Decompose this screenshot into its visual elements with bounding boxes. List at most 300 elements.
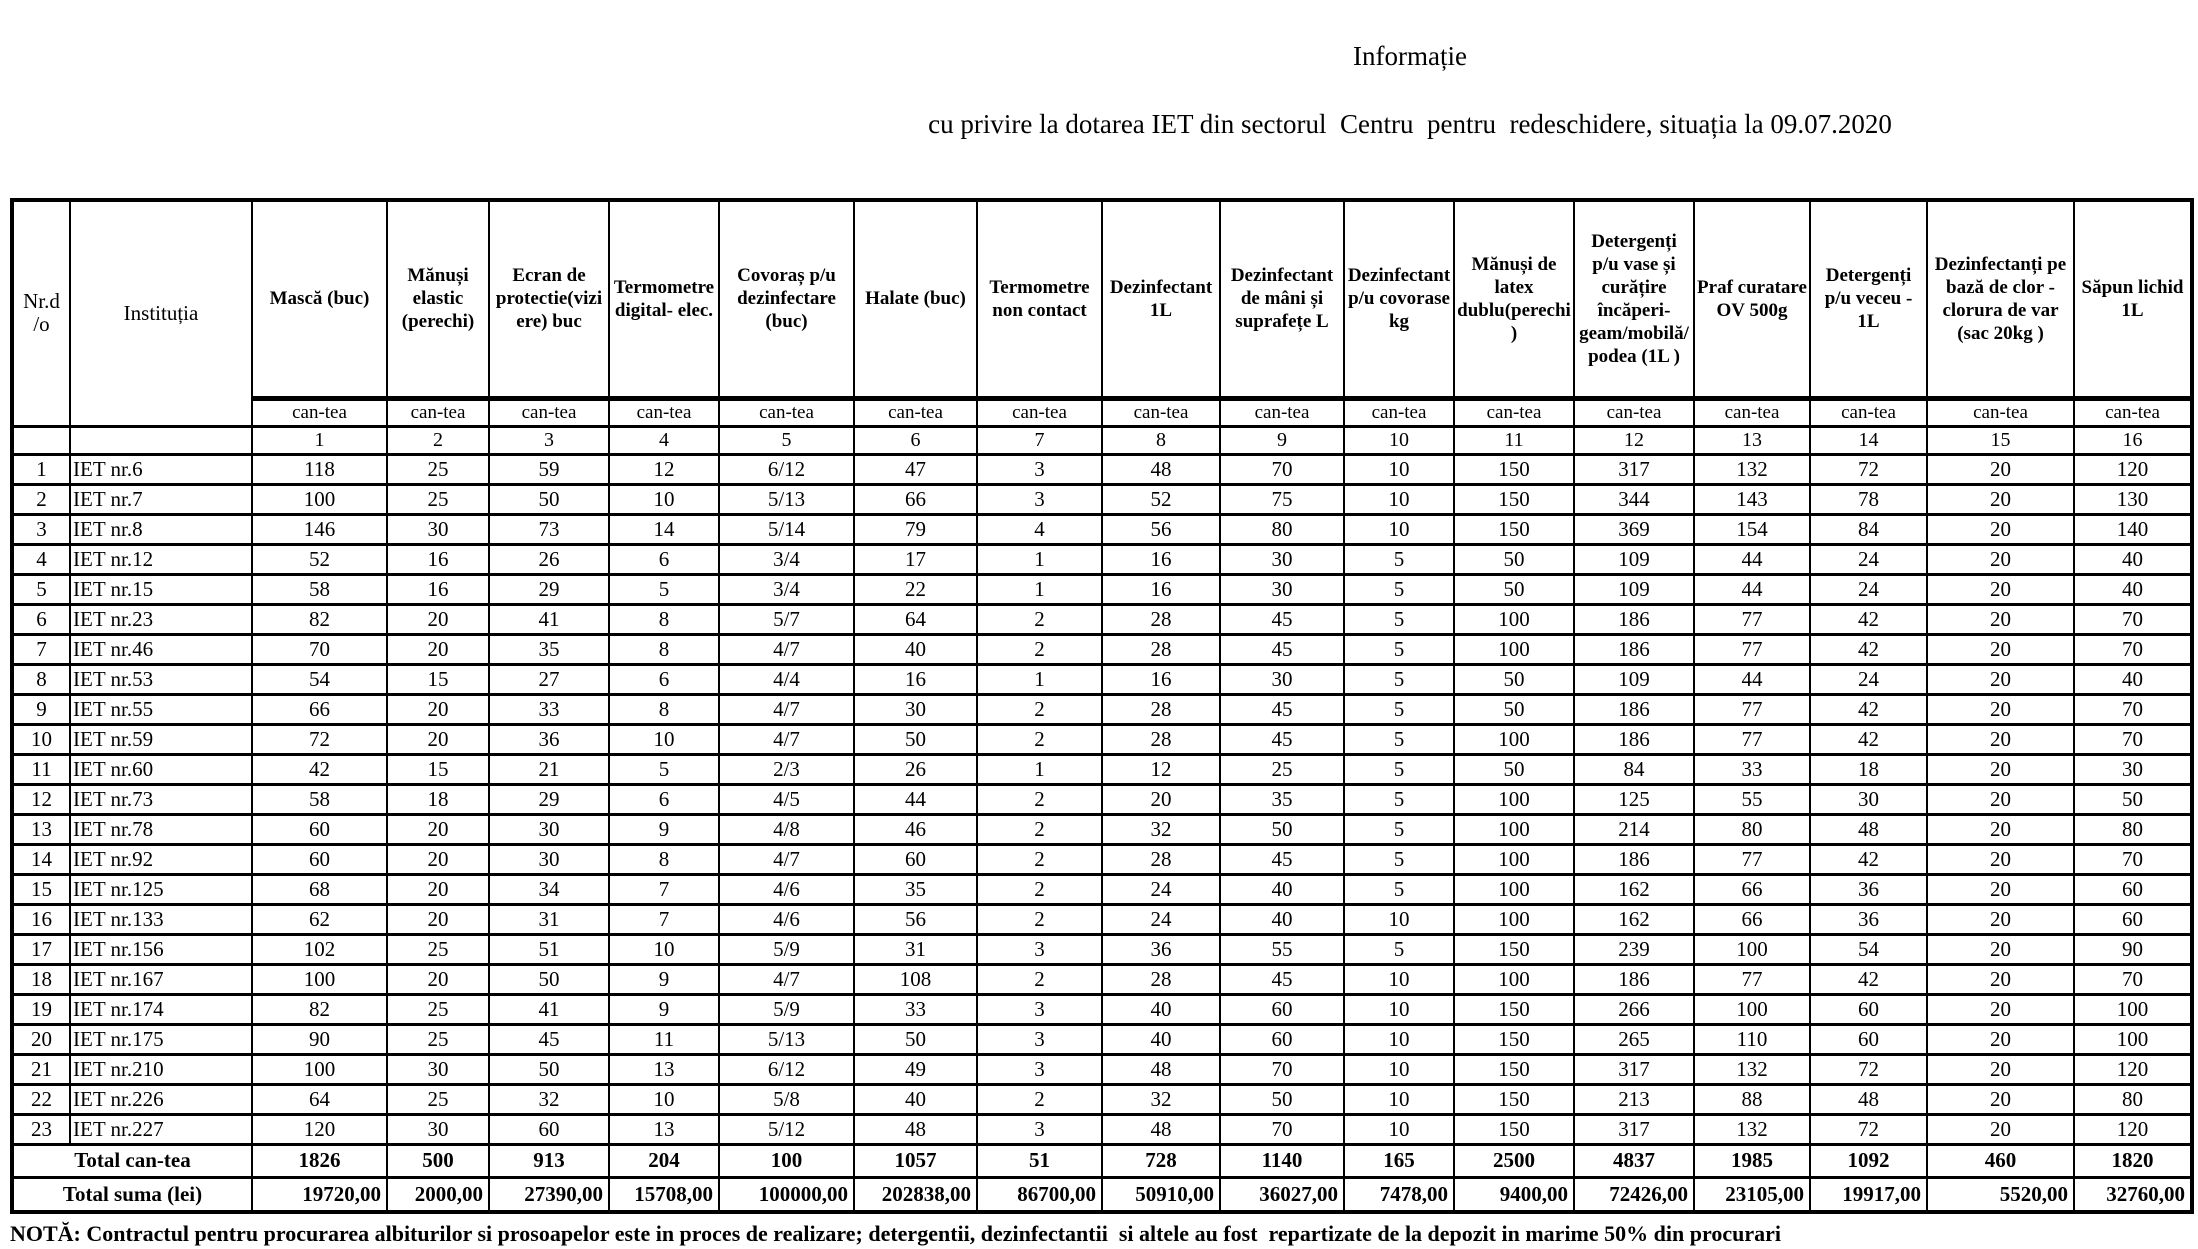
quantity-cell: 2 xyxy=(977,964,1102,994)
quantity-cell: 41 xyxy=(489,604,609,634)
quantity-cell: 12 xyxy=(1102,754,1220,784)
institution-name: IET nr.55 xyxy=(70,694,252,724)
quantity-cell: 4/7 xyxy=(719,964,854,994)
quantity-cell: 17 xyxy=(854,544,977,574)
institution-name: IET nr.12 xyxy=(70,544,252,574)
quantity-cell: 48 xyxy=(1102,454,1220,484)
quantity-cell: 77 xyxy=(1694,844,1810,874)
quantity-cell: 10 xyxy=(1344,994,1454,1024)
quantity-cell: 150 xyxy=(1454,934,1574,964)
quantity-cell: 265 xyxy=(1574,1024,1694,1054)
unit-cell: can-tea xyxy=(252,398,387,426)
total-sum-cell: 202838,00 xyxy=(854,1177,977,1212)
quantity-cell: 2 xyxy=(977,814,1102,844)
quantity-cell: 108 xyxy=(854,964,977,994)
quantity-cell: 4/5 xyxy=(719,784,854,814)
quantity-cell: 60 xyxy=(252,844,387,874)
quantity-cell: 3 xyxy=(977,1054,1102,1084)
quantity-cell: 1 xyxy=(977,574,1102,604)
quantity-cell: 8 xyxy=(609,694,719,724)
quantity-cell: 20 xyxy=(387,814,489,844)
unit-cell: can-tea xyxy=(1574,398,1694,426)
quantity-cell: 50 xyxy=(1454,754,1574,784)
row-number: 4 xyxy=(12,544,70,574)
institution-name: IET nr.6 xyxy=(70,454,252,484)
quantity-cell: 42 xyxy=(1810,724,1927,754)
quantity-cell: 5 xyxy=(1344,814,1454,844)
quantity-cell: 5 xyxy=(1344,844,1454,874)
quantity-cell: 66 xyxy=(854,484,977,514)
institution-name: IET nr.133 xyxy=(70,904,252,934)
quantity-cell: 150 xyxy=(1454,1054,1574,1084)
institution-name: IET nr.60 xyxy=(70,754,252,784)
quantity-cell: 8 xyxy=(609,604,719,634)
quantity-cell: 16 xyxy=(387,544,489,574)
quantity-cell: 64 xyxy=(854,604,977,634)
quantity-cell: 59 xyxy=(489,454,609,484)
quantity-cell: 35 xyxy=(489,634,609,664)
unit-cell: can-tea xyxy=(1102,398,1220,426)
quantity-cell: 60 xyxy=(252,814,387,844)
quantity-cell: 50 xyxy=(854,1024,977,1054)
institution-name: IET nr.125 xyxy=(70,874,252,904)
quantity-cell: 40 xyxy=(2074,574,2192,604)
quantity-cell: 70 xyxy=(252,634,387,664)
quantity-cell: 2 xyxy=(977,904,1102,934)
total-sum-cell: 36027,00 xyxy=(1220,1177,1344,1212)
quantity-cell: 10 xyxy=(1344,1084,1454,1114)
quantity-cell: 45 xyxy=(1220,604,1344,634)
column-number: 6 xyxy=(854,426,977,454)
quantity-cell: 36 xyxy=(1810,874,1927,904)
unit-cell: can-tea xyxy=(1810,398,1927,426)
quantity-cell: 10 xyxy=(1344,514,1454,544)
quantity-cell: 16 xyxy=(854,664,977,694)
row-number: 16 xyxy=(12,904,70,934)
total-sum-cell: 23105,00 xyxy=(1694,1177,1810,1212)
quantity-cell: 25 xyxy=(1220,754,1344,784)
quantity-cell: 36 xyxy=(1810,904,1927,934)
quantity-cell: 77 xyxy=(1694,694,1810,724)
quantity-cell: 88 xyxy=(1694,1084,1810,1114)
quantity-cell: 162 xyxy=(1574,904,1694,934)
quantity-cell: 70 xyxy=(2074,964,2192,994)
institution-name: IET nr.226 xyxy=(70,1084,252,1114)
quantity-cell: 6 xyxy=(609,664,719,694)
quantity-cell: 150 xyxy=(1454,1114,1574,1144)
quantity-cell: 60 xyxy=(2074,874,2192,904)
institution-name: IET nr.210 xyxy=(70,1054,252,1084)
quantity-cell: 42 xyxy=(1810,604,1927,634)
quantity-cell: 30 xyxy=(489,814,609,844)
quantity-cell: 35 xyxy=(1220,784,1344,814)
quantity-cell: 344 xyxy=(1574,484,1694,514)
quantity-cell: 100 xyxy=(1454,784,1574,814)
col-header-product: Praf curatare OV 500g xyxy=(1694,200,1810,398)
quantity-cell: 120 xyxy=(2074,1114,2192,1144)
quantity-cell: 78 xyxy=(1810,484,1927,514)
quantity-cell: 50 xyxy=(489,964,609,994)
quantity-cell: 24 xyxy=(1810,574,1927,604)
quantity-cell: 8 xyxy=(609,844,719,874)
quantity-cell: 100 xyxy=(1454,844,1574,874)
col-header-product: Mănuși de latex dublu(perechi) xyxy=(1454,200,1574,398)
quantity-cell: 5 xyxy=(609,574,719,604)
quantity-cell: 80 xyxy=(2074,814,2192,844)
quantity-cell: 70 xyxy=(2074,724,2192,754)
quantity-cell: 186 xyxy=(1574,724,1694,754)
quantity-cell: 110 xyxy=(1694,1024,1810,1054)
quantity-cell: 44 xyxy=(1694,664,1810,694)
row-number: 6 xyxy=(12,604,70,634)
institution-name: IET nr.73 xyxy=(70,784,252,814)
quantity-cell: 14 xyxy=(609,514,719,544)
quantity-cell: 60 xyxy=(489,1114,609,1144)
quantity-cell: 100 xyxy=(2074,994,2192,1024)
quantity-cell: 50 xyxy=(1220,814,1344,844)
quantity-cell: 3 xyxy=(977,454,1102,484)
quantity-cell: 186 xyxy=(1574,964,1694,994)
quantity-cell: 9 xyxy=(609,994,719,1024)
total-sum-cell: 86700,00 xyxy=(977,1177,1102,1212)
quantity-cell: 120 xyxy=(2074,1054,2192,1084)
institution-name: IET nr.59 xyxy=(70,724,252,754)
total-sum-cell: 9400,00 xyxy=(1454,1177,1574,1212)
quantity-cell: 150 xyxy=(1454,994,1574,1024)
quantity-cell: 5 xyxy=(1344,934,1454,964)
quantity-cell: 3 xyxy=(977,994,1102,1024)
total-quantity-cell: 1057 xyxy=(854,1144,977,1177)
quantity-cell: 20 xyxy=(387,634,489,664)
quantity-cell: 30 xyxy=(1220,574,1344,604)
quantity-cell: 45 xyxy=(1220,694,1344,724)
quantity-cell: 118 xyxy=(252,454,387,484)
table-row xyxy=(12,574,2192,604)
quantity-cell: 40 xyxy=(1102,994,1220,1024)
table-row xyxy=(12,664,2192,694)
total-quantity-cell: 2500 xyxy=(1454,1144,1574,1177)
quantity-cell: 80 xyxy=(2074,1084,2192,1114)
quantity-cell: 10 xyxy=(609,484,719,514)
quantity-cell: 42 xyxy=(252,754,387,784)
quantity-cell: 42 xyxy=(1810,694,1927,724)
total-sum-cell: 100000,00 xyxy=(719,1177,854,1212)
quantity-cell: 66 xyxy=(252,694,387,724)
quantity-cell: 4/4 xyxy=(719,664,854,694)
column-number: 11 xyxy=(1454,426,1574,454)
quantity-cell: 40 xyxy=(1220,904,1344,934)
total-sum-cell: 5520,00 xyxy=(1927,1177,2074,1212)
quantity-cell: 100 xyxy=(1454,724,1574,754)
total-sum-cell: 27390,00 xyxy=(489,1177,609,1212)
quantity-cell: 10 xyxy=(609,724,719,754)
quantity-cell: 3/4 xyxy=(719,574,854,604)
quantity-cell: 7 xyxy=(609,874,719,904)
total-sum-row xyxy=(12,1177,2192,1212)
table-row xyxy=(12,934,2192,964)
unit-cell: can-tea xyxy=(1454,398,1574,426)
table-row xyxy=(12,814,2192,844)
quantity-cell: 5/7 xyxy=(719,604,854,634)
total-sum-cell: 2000,00 xyxy=(387,1177,489,1212)
quantity-cell: 36 xyxy=(489,724,609,754)
quantity-cell: 2 xyxy=(977,724,1102,754)
quantity-cell: 49 xyxy=(854,1054,977,1084)
quantity-cell: 6/12 xyxy=(719,454,854,484)
quantity-cell: 24 xyxy=(1102,904,1220,934)
table-body xyxy=(12,454,2192,1144)
quantity-cell: 28 xyxy=(1102,844,1220,874)
column-number: 8 xyxy=(1102,426,1220,454)
quantity-cell: 58 xyxy=(252,784,387,814)
quantity-cell: 13 xyxy=(609,1054,719,1084)
table-row xyxy=(12,874,2192,904)
col-header-product: Mască (buc) xyxy=(252,200,387,398)
quantity-cell: 54 xyxy=(1810,934,1927,964)
unit-cell: can-tea xyxy=(854,398,977,426)
quantity-cell: 30 xyxy=(387,1114,489,1144)
quantity-cell: 60 xyxy=(1220,1024,1344,1054)
col-header-product: Termometre digital- elec. xyxy=(609,200,719,398)
quantity-cell: 70 xyxy=(1220,1114,1344,1144)
total-quantity-row xyxy=(12,1144,2192,1177)
quantity-cell: 10 xyxy=(1344,1114,1454,1144)
quantity-cell: 82 xyxy=(252,604,387,634)
quantity-cell: 50 xyxy=(1454,694,1574,724)
quantity-cell: 20 xyxy=(1927,964,2074,994)
quantity-cell: 20 xyxy=(1927,634,2074,664)
quantity-cell: 130 xyxy=(2074,484,2192,514)
total-sum-cell: 15708,00 xyxy=(609,1177,719,1212)
quantity-cell: 20 xyxy=(387,604,489,634)
table-row xyxy=(12,844,2192,874)
quantity-cell: 42 xyxy=(1810,964,1927,994)
table-row xyxy=(12,784,2192,814)
quantity-cell: 143 xyxy=(1694,484,1810,514)
quantity-cell: 10 xyxy=(1344,1054,1454,1084)
unit-cell: can-tea xyxy=(1927,398,2074,426)
quantity-cell: 70 xyxy=(1220,454,1344,484)
quantity-cell: 26 xyxy=(489,544,609,574)
col-header-product: Dezinfectant de mâni și suprafețe L xyxy=(1220,200,1344,398)
row-number: 5 xyxy=(12,574,70,604)
quantity-cell: 27 xyxy=(489,664,609,694)
row-number: 15 xyxy=(12,874,70,904)
row-number: 17 xyxy=(12,934,70,964)
quantity-cell: 140 xyxy=(2074,514,2192,544)
column-number: 2 xyxy=(387,426,489,454)
quantity-cell: 48 xyxy=(1102,1114,1220,1144)
total-quantity-cell: 1820 xyxy=(2074,1144,2192,1177)
quantity-cell: 20 xyxy=(1927,814,2074,844)
quantity-cell: 35 xyxy=(854,874,977,904)
column-number: 7 xyxy=(977,426,1102,454)
quantity-cell: 24 xyxy=(1102,874,1220,904)
quantity-cell: 5 xyxy=(1344,694,1454,724)
quantity-cell: 82 xyxy=(252,994,387,1024)
quantity-cell: 100 xyxy=(1454,634,1574,664)
quantity-cell: 77 xyxy=(1694,964,1810,994)
quantity-cell: 5 xyxy=(1344,784,1454,814)
quantity-cell: 31 xyxy=(854,934,977,964)
quantity-cell: 5/8 xyxy=(719,1084,854,1114)
quantity-cell: 125 xyxy=(1574,784,1694,814)
quantity-cell: 186 xyxy=(1574,694,1694,724)
table-row xyxy=(12,514,2192,544)
quantity-cell: 20 xyxy=(387,724,489,754)
quantity-cell: 16 xyxy=(1102,664,1220,694)
quantity-cell: 20 xyxy=(1927,994,2074,1024)
col-header-product: Mănuși elastic (perechi) xyxy=(387,200,489,398)
table-row xyxy=(12,454,2192,484)
quantity-cell: 45 xyxy=(1220,634,1344,664)
row-number: 22 xyxy=(12,1084,70,1114)
table-row xyxy=(12,604,2192,634)
quantity-cell: 80 xyxy=(1694,814,1810,844)
column-number: 5 xyxy=(719,426,854,454)
quantity-cell: 28 xyxy=(1102,604,1220,634)
quantity-cell: 72 xyxy=(252,724,387,754)
quantity-cell: 5/9 xyxy=(719,934,854,964)
quantity-cell: 48 xyxy=(854,1114,977,1144)
quantity-cell: 44 xyxy=(854,784,977,814)
quantity-cell: 40 xyxy=(2074,664,2192,694)
quantity-cell: 2 xyxy=(977,634,1102,664)
table-row xyxy=(12,1084,2192,1114)
column-number: 15 xyxy=(1927,426,2074,454)
quantity-cell: 4/7 xyxy=(719,724,854,754)
quantity-cell: 186 xyxy=(1574,844,1694,874)
quantity-cell: 20 xyxy=(1927,754,2074,784)
quantity-cell: 20 xyxy=(1927,484,2074,514)
quantity-cell: 50 xyxy=(854,724,977,754)
quantity-cell: 100 xyxy=(1694,934,1810,964)
column-number: 10 xyxy=(1344,426,1454,454)
quantity-cell: 9 xyxy=(609,814,719,844)
quantity-cell: 100 xyxy=(1694,994,1810,1024)
quantity-cell: 40 xyxy=(854,1084,977,1114)
total-sum-cell: 72426,00 xyxy=(1574,1177,1694,1212)
quantity-cell: 5 xyxy=(1344,634,1454,664)
quantity-cell: 20 xyxy=(1927,874,2074,904)
quantity-cell: 20 xyxy=(387,844,489,874)
table-row xyxy=(12,1054,2192,1084)
quantity-cell: 5/12 xyxy=(719,1114,854,1144)
institution-name: IET nr.175 xyxy=(70,1024,252,1054)
total-quantity-cell: 1140 xyxy=(1220,1144,1344,1177)
quantity-cell: 5/9 xyxy=(719,994,854,1024)
quantity-cell: 42 xyxy=(1810,844,1927,874)
quantity-cell: 60 xyxy=(2074,904,2192,934)
quantity-cell: 10 xyxy=(609,934,719,964)
row-number: 1 xyxy=(12,454,70,484)
quantity-cell: 30 xyxy=(387,1054,489,1084)
quantity-cell: 75 xyxy=(1220,484,1344,514)
quantity-cell: 120 xyxy=(252,1114,387,1144)
quantity-cell: 25 xyxy=(387,1084,489,1114)
quantity-cell: 29 xyxy=(489,784,609,814)
quantity-cell: 2 xyxy=(977,784,1102,814)
quantity-cell: 30 xyxy=(489,844,609,874)
quantity-cell: 5/13 xyxy=(719,1024,854,1054)
quantity-cell: 25 xyxy=(387,454,489,484)
quantity-cell: 20 xyxy=(1927,1114,2074,1144)
institution-name: IET nr.23 xyxy=(70,604,252,634)
quantity-cell: 70 xyxy=(2074,694,2192,724)
table-row xyxy=(12,1114,2192,1144)
quantity-cell: 72 xyxy=(1810,454,1927,484)
unit-cell: can-tea xyxy=(387,398,489,426)
quantity-cell: 90 xyxy=(2074,934,2192,964)
quantity-cell: 2 xyxy=(977,604,1102,634)
quantity-cell: 25 xyxy=(387,1024,489,1054)
quantity-cell: 70 xyxy=(2074,844,2192,874)
total-sum-cell: 19917,00 xyxy=(1810,1177,1927,1212)
total-quantity-cell: 913 xyxy=(489,1144,609,1177)
quantity-cell: 10 xyxy=(1344,1024,1454,1054)
row-number: 21 xyxy=(12,1054,70,1084)
row-number: 7 xyxy=(12,634,70,664)
quantity-cell: 317 xyxy=(1574,454,1694,484)
quantity-cell: 4/6 xyxy=(719,904,854,934)
institution-name: IET nr.167 xyxy=(70,964,252,994)
quantity-cell: 66 xyxy=(1694,874,1810,904)
column-number: 1 xyxy=(252,426,387,454)
quantity-cell: 20 xyxy=(1927,1084,2074,1114)
col-header-product: Detergenți p/u veceu - 1L xyxy=(1810,200,1927,398)
institution-name: IET nr.227 xyxy=(70,1114,252,1144)
quantity-cell: 60 xyxy=(1220,994,1344,1024)
table-row xyxy=(12,484,2192,514)
quantity-cell: 80 xyxy=(1220,514,1344,544)
quantity-cell: 3 xyxy=(977,484,1102,514)
quantity-cell: 1 xyxy=(977,754,1102,784)
quantity-cell: 32 xyxy=(1102,814,1220,844)
table-row xyxy=(12,904,2192,934)
quantity-cell: 8 xyxy=(609,634,719,664)
institution-name: IET nr.15 xyxy=(70,574,252,604)
quantity-cell: 100 xyxy=(1454,904,1574,934)
quantity-cell: 45 xyxy=(489,1024,609,1054)
quantity-cell: 44 xyxy=(1694,574,1810,604)
quantity-cell: 40 xyxy=(854,634,977,664)
quantity-cell: 5/14 xyxy=(719,514,854,544)
quantity-cell: 73 xyxy=(489,514,609,544)
quantity-cell: 31 xyxy=(489,904,609,934)
quantity-cell: 90 xyxy=(252,1024,387,1054)
quantity-cell: 132 xyxy=(1694,1114,1810,1144)
quantity-cell: 369 xyxy=(1574,514,1694,544)
quantity-cell: 3/4 xyxy=(719,544,854,574)
total-sum-cell: 32760,00 xyxy=(2074,1177,2192,1212)
table-row xyxy=(12,544,2192,574)
quantity-cell: 213 xyxy=(1574,1084,1694,1114)
quantity-cell: 50 xyxy=(2074,784,2192,814)
quantity-cell: 4/7 xyxy=(719,634,854,664)
quantity-cell: 266 xyxy=(1574,994,1694,1024)
row-number: 8 xyxy=(12,664,70,694)
col-header-institution: Instituția xyxy=(70,200,252,426)
institution-name: IET nr.92 xyxy=(70,844,252,874)
unit-cell: can-tea xyxy=(1220,398,1344,426)
colnum-empty-institution xyxy=(70,426,252,454)
quantity-cell: 20 xyxy=(1927,574,2074,604)
quantity-cell: 84 xyxy=(1810,514,1927,544)
total-sum-cell: 7478,00 xyxy=(1344,1177,1454,1212)
table-row xyxy=(12,1024,2192,1054)
quantity-cell: 13 xyxy=(609,1114,719,1144)
column-number: 9 xyxy=(1220,426,1344,454)
